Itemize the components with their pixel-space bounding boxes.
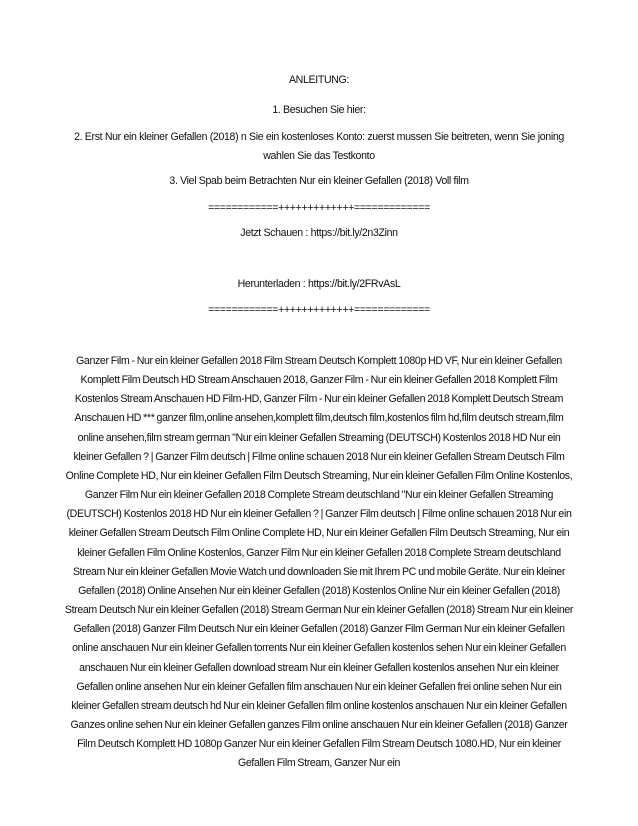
instructions-heading: ANLEITUNG: [288, 74, 350, 86]
step-3: 3. Viel Spab beim Betrachten Nur ein kleiner Gefallen (2018) Voll film [169, 175, 469, 187]
separator-top: ============+++++++++++++============= [208, 202, 430, 214]
separator-bottom: ============+++++++++++++============= [208, 304, 430, 316]
step-1: 1. Besuchen Sie hier: [272, 104, 366, 116]
download-link[interactable]: Herunterladen : https://bit.ly/2FRvAsL [237, 278, 401, 290]
step-2: 2. Erst Nur ein kleiner Gefallen (2018) n Sie ein kostenloses Konto: zuerst mussen Sie beitreten, wenn Sie joning wahlen Sie das Testkonto [74, 131, 564, 162]
body-paragraph: Ganzer Film - Nur ein kleiner Gefallen 2018 Film Stream Deutsch Komplett 1080p HD VF, Nur ein kleiner Gefallen Komplett Film Deutsch HD Stream Anschauen 2018, Ganzer Film - Nur ein kleiner Gefallen 2018 Komplett Film Kostenlos Stream Anschauen HD Film-HD, Ganzer Film - Nur ein kleiner Gefallen 2018 Komplett Deutsch Stream Anschauen HD *** ganzer film,online ansehen,komplett film,deutsch film,kostenlos film hd,film deutsch stream,film online ansehen,film stream german "Nur ein kleiner Gefallen Streaming (DEUTSCH) Kostenlos 2018 HD Nur ein kleiner Gefallen ? | Ganzer Film deutsch | Filme online schauen 2018 Nur ein kleiner Gefallen Stream Deutsch Film Online Complete HD, Nur ein kleiner Gefallen Film Deutsch Streaming, Nur ein kleiner Gefallen Film Online Kostenlos, Ganzer Film Nur ein kleiner Gefallen 2018 Complete Stream deutschland "Nur ein kleiner Gefallen Streaming (DEUTSCH) Kostenlos 2018 HD Nur ein kleiner Gefallen ? | Ganzer Film deutsch | Filme online schauen 2018 Nur ein kleiner Gefallen Stream Deutsch Film Online Complete HD, Nur ein kleiner Gefallen Film Deutsch Streaming, Nur ein kleiner Gefallen Film Online Kostenlos, Ganzer Film Nur ein kleiner Gefallen 2018 Complete Stream deutschland Stream Nur ein kleiner Gefallen Movie Watch und downloaden Sie mit Ihrem PC und mobile Geräte. Nur ein kleiner Gefallen (2018) Online Ansehen Nur ein kleiner Gefallen (2018) Kostenlos Online Nur ein kleiner Gefallen (2018) Stream Deutsch Nur ein kleiner Gefallen (2018) Stream German Nur ein kleiner Gefallen (2018) Stream Nur ein kleiner Gefallen (2018) Ganzer Film Deutsch Nur ein kleiner Gefallen (2018) Ganzer Film German Nur ein kleiner Gefallen online anschauen Nur ein kleiner Gefallen torrents Nur ein kleiner Gefallen kostenlos sehen Nur ein kleiner Gefallen anschauen Nur ein kleiner Gefallen download stream Nur ein kleiner Gefallen kostenlos ansehen Nur ein kleiner Gefallen online ansehen Nur ein kleiner Gefallen film anschauen Nur ein kleiner Gefallen frei online sehen Nur ein kleiner Gefallen stream deutsch hd Nur ein kleiner Gefallen film online kostenlos anschauen Nur ein kleiner Gefallen Ganzes online sehen Nur ein kleiner Gefallen ganzes Film online anschauen Nur ein kleiner Gefallen (2018) Ganzer Film Deutsch Komplett HD 1080p Ganzer Nur ein kleiner Gefallen Film Stream Deutsch 1080.HD, Nur ein kleiner Gefallen Film Stream, Ganzer Nur ein [64, 355, 574, 770]
watch-link[interactable]: Jetzt Schauen : https://bit.ly/2n3Zinn [240, 227, 398, 239]
